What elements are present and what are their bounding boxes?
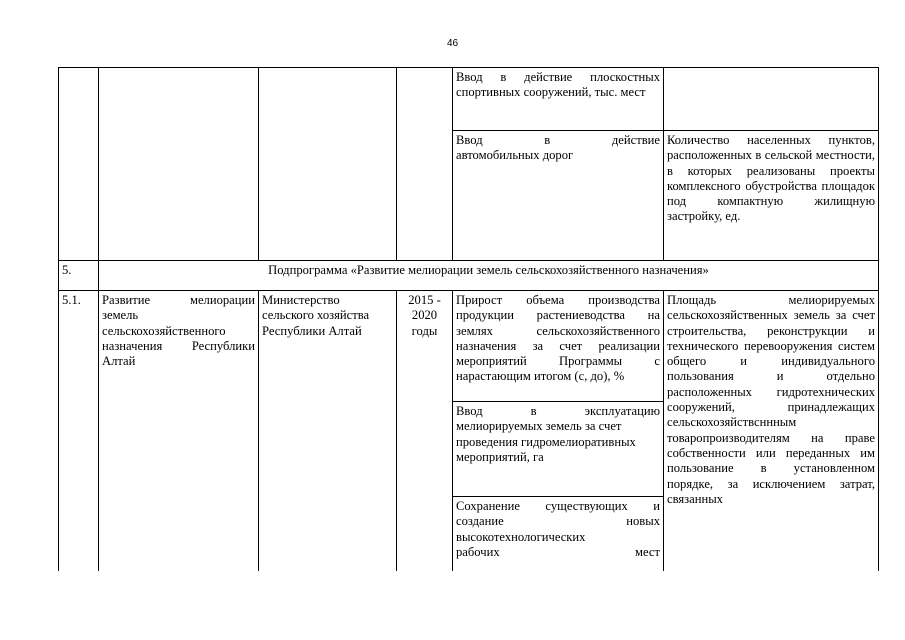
- word: в: [530, 404, 537, 418]
- cell-indicator-roads: [453, 131, 664, 261]
- cell-period: 2015 - 2020 годы: [397, 291, 453, 572]
- cell-measure: Развитие мелиорации земель сельскохозяйственного назначения Республики Алтай: [99, 291, 259, 572]
- cell-subprogram-number: 5.: [59, 261, 99, 291]
- indicator-line: автомобильных дорог: [456, 148, 574, 163]
- cell-indicator-sports: Ввод в действие плоскостных спортивных сооружений, тыс. мест: [453, 68, 664, 131]
- word: действие: [611, 133, 660, 147]
- word: мест: [635, 544, 660, 559]
- cell-executor: Министерство сельского хозяйства Республики Алтай: [259, 291, 397, 572]
- word: эксплуатацию: [584, 404, 660, 418]
- cell-target-melioration: Площадь мелиорируемых сельскохозяйственных земель за счет строительства, реконструкции и технического перевооружения систем общего и индивидуального пользования и отдельно расположенных гидротехнических сооружений, принадлежащих сельскохозяйствсннным товаропроизводителям на праве собственности или переданных им пользование в установленном порядке, за исключением затрат, связанных: [664, 291, 879, 572]
- word: в: [544, 133, 551, 147]
- table-row: [59, 291, 879, 402]
- cell-target-settlements: Количество населенных пунктов, расположенных в сельской местности, в которых реализованы проекты комплексного обустройства площадок под компактную жилищную застройку, ед.: [664, 131, 879, 261]
- indicator-rest: мелиорируемых земель за счет проведения гидромелиоративных мероприятий, га: [456, 419, 636, 464]
- cell-period: [397, 68, 453, 261]
- word: Ввод: [456, 404, 483, 418]
- table-row: [59, 68, 879, 131]
- cell-subprogram-title: Подпрограмма «Развитие мелиорации земель сельскохозяйственного назначения»: [99, 261, 879, 291]
- cell-indicator-growth: Прирост объема производства продукции растениеводства на землях сельскохозяйственного назначения за счет реализации мероприятий Программы с нарастающим итогом (с, до), %: [453, 291, 664, 402]
- program-table: [58, 67, 879, 571]
- cell-executor: [259, 68, 397, 261]
- indicator-text: Сохранение существующих и создание новых высокотехнологических: [456, 499, 660, 544]
- table-row-subprogram: [59, 261, 879, 291]
- cell-number: 5.1.: [59, 291, 99, 572]
- cell-measure: [99, 68, 259, 261]
- word: рабочих: [456, 544, 500, 559]
- cell-indicator-commissioning: [453, 402, 664, 497]
- word: Ввод: [456, 133, 483, 147]
- cell-number: [59, 68, 99, 261]
- cell-target-empty: [664, 68, 879, 131]
- page-number: 46: [446, 38, 459, 49]
- cell-indicator-jobs: [453, 497, 664, 572]
